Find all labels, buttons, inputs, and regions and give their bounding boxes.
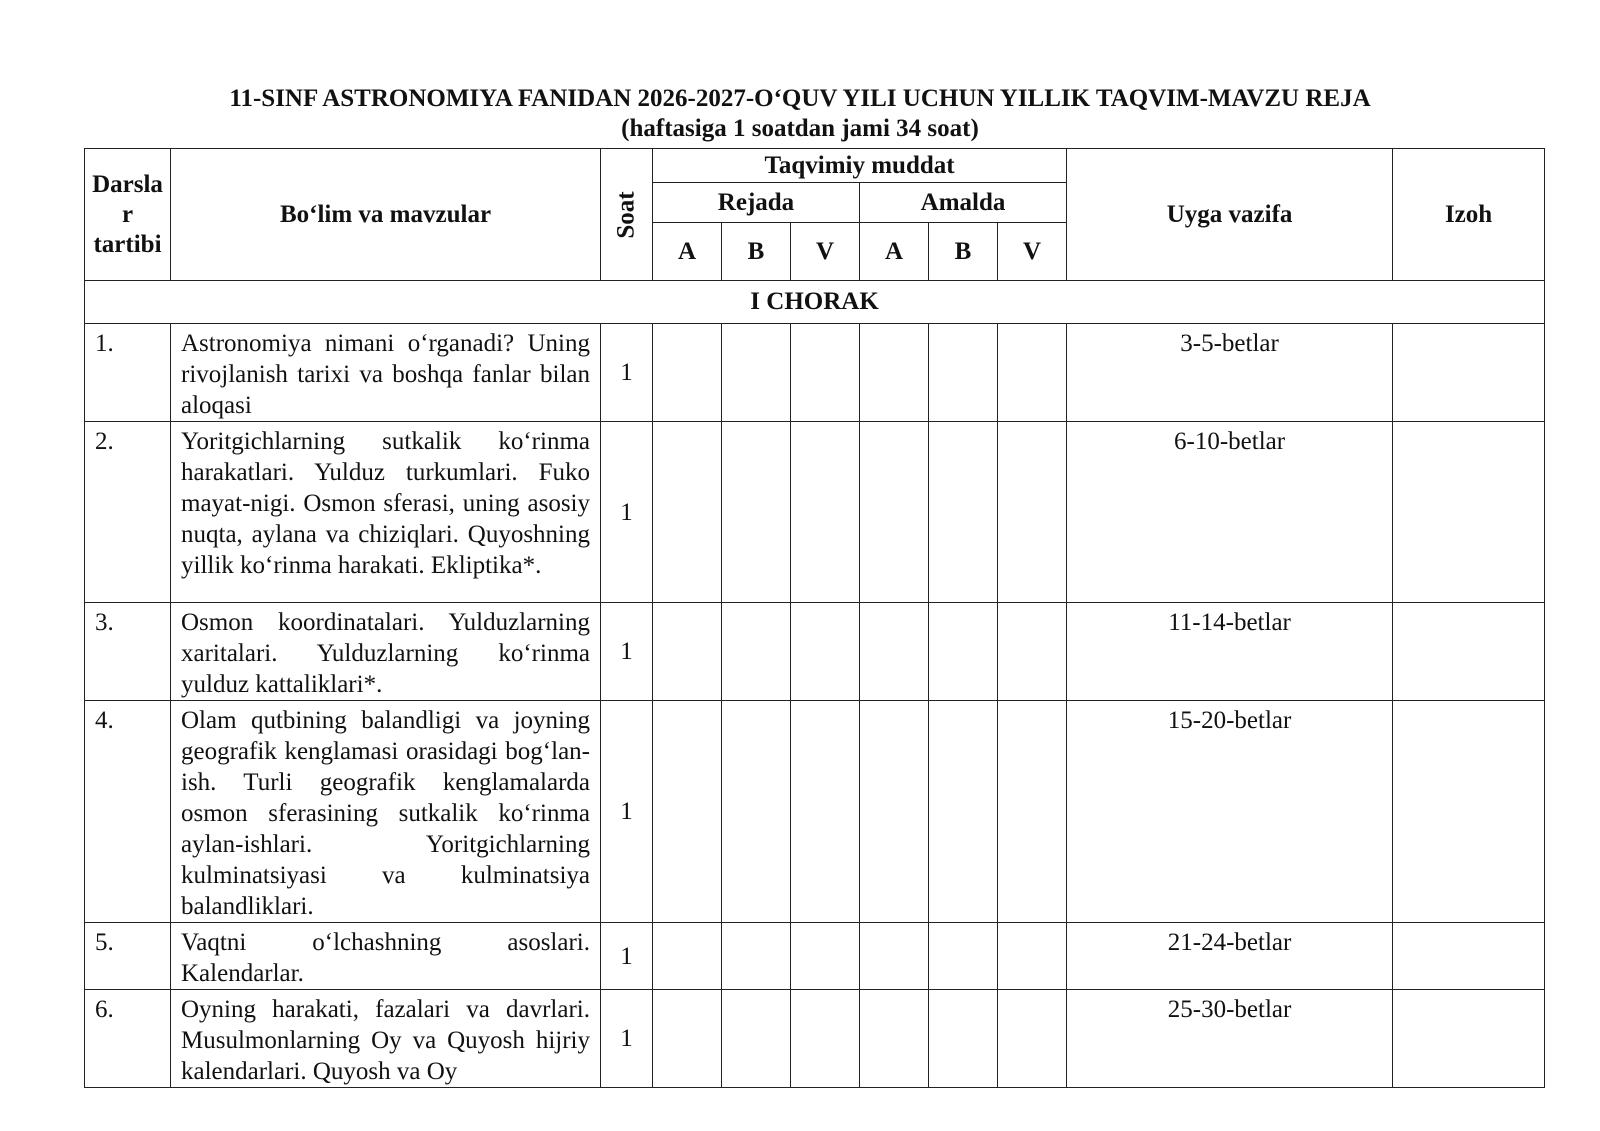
header-actual: Amalda <box>860 183 1067 223</box>
header-sub-a: A <box>860 223 929 281</box>
planned-v-cell <box>791 990 860 1088</box>
homework-cell: 25-30-betlar <box>1067 990 1393 1088</box>
lesson-topic: Osmon koordinatalari. Yulduzlarning xaritalari. Yulduzlarning ko‘rinma yulduz kattaliklari*. <box>171 603 601 701</box>
lesson-number: 5. <box>85 923 171 990</box>
planned-a-cell <box>653 990 722 1088</box>
planned-a-cell <box>653 923 722 990</box>
planned-v-cell <box>791 422 860 603</box>
planned-b-cell <box>722 603 791 701</box>
actual-a-cell <box>860 603 929 701</box>
note-cell <box>1393 324 1545 422</box>
lesson-hours: 1 <box>601 923 653 990</box>
lesson-topic: Vaqtni o‘lchashning asoslari. Kalendarlar. <box>171 923 601 990</box>
actual-b-cell <box>929 701 998 923</box>
lesson-hours: 1 <box>601 324 653 422</box>
header-sub-v: V <box>791 223 860 281</box>
header-note: Izoh <box>1393 149 1545 281</box>
table-row <box>85 701 1545 923</box>
quarter-label: I CHORAK <box>85 281 1545 324</box>
homework-cell: 11-14-betlar <box>1067 603 1393 701</box>
title-line-2: (haftasiga 1 soatdan jami 34 soat) <box>621 115 979 142</box>
planned-v-cell <box>791 603 860 701</box>
lesson-topic: Olam qutbining balandligi va joyning geografik kenglamasi orasidagi bog‘lan-ish. Turli geografik kenglamalarda osmon sferasining sutkalik ko‘rinma aylan-ishlari. Yoritgichlarning kulminatsiyasi va kulminatsiya balandliklari. <box>171 701 601 923</box>
actual-v-cell <box>998 923 1067 990</box>
lesson-hours: 1 <box>601 603 653 701</box>
actual-b-cell <box>929 923 998 990</box>
planned-v-cell <box>791 324 860 422</box>
planned-a-cell <box>653 701 722 923</box>
header-sub-a: A <box>653 223 722 281</box>
note-cell <box>1393 422 1545 603</box>
homework-cell: 3-5-betlar <box>1067 324 1393 422</box>
actual-v-cell <box>998 324 1067 422</box>
lesson-topic: Astronomiya nimani o‘rganadi? Uning rivojlanish tarixi va boshqa fanlar bilan aloqasi <box>171 324 601 422</box>
actual-v-cell <box>998 701 1067 923</box>
actual-b-cell <box>929 990 998 1088</box>
planned-a-cell <box>653 324 722 422</box>
title-line-1: 11-SINF ASTRONOMIYA FANIDAN 2026-2027-O‘QUV YILI UCHUN YILLIK TAQVIM-MAVZU REJA <box>229 85 1371 112</box>
note-cell <box>1393 701 1545 923</box>
note-cell <box>1393 603 1545 701</box>
header-sub-v: V <box>998 223 1067 281</box>
header-hours: Soat <box>601 149 653 281</box>
lesson-plan-table <box>84 148 1545 1088</box>
header-homework: Uyga vazifa <box>1067 149 1393 281</box>
homework-cell: 21-24-betlar <box>1067 923 1393 990</box>
header-lesson-order: Darsla r tartibi <box>85 149 171 281</box>
table-row <box>85 990 1545 1088</box>
lesson-number: 4. <box>85 701 171 923</box>
lesson-hours: 1 <box>601 990 653 1088</box>
lesson-topic: Oyning harakati, fazalari va davrlari. Musulmonlarning Oy va Quyosh hijriy kalendarlari. Quyosh va Oy <box>171 990 601 1088</box>
table-row <box>85 603 1545 701</box>
actual-b-cell <box>929 324 998 422</box>
planned-a-cell <box>653 422 722 603</box>
homework-cell: 6-10-betlar <box>1067 422 1393 603</box>
actual-v-cell <box>998 603 1067 701</box>
table-row <box>85 422 1545 603</box>
table-row <box>85 324 1545 422</box>
planned-a-cell <box>653 603 722 701</box>
actual-a-cell <box>860 923 929 990</box>
actual-b-cell <box>929 422 998 603</box>
planned-b-cell <box>722 990 791 1088</box>
planned-b-cell <box>722 923 791 990</box>
header-sub-b: B <box>722 223 791 281</box>
lesson-number: 1. <box>85 324 171 422</box>
note-cell <box>1393 923 1545 990</box>
note-cell <box>1393 990 1545 1088</box>
lesson-topic: Yoritgichlarning sutkalik ko‘rinma harakatlari. Yulduz turkumlari. Fuko mayat-nigi. Osmon sferasi, uning asosiy nuqta, aylana va chiziqlari. Quyoshning yillik ko‘rinma harakati. Ekliptika*. <box>171 422 601 603</box>
header-calendar-period: Taqvimiy muddat <box>653 149 1067 183</box>
planned-v-cell <box>791 701 860 923</box>
lesson-hours: 1 <box>601 422 653 603</box>
lesson-number: 3. <box>85 603 171 701</box>
table-row <box>85 923 1545 990</box>
planned-b-cell <box>722 422 791 603</box>
actual-a-cell <box>860 990 929 1088</box>
planned-b-cell <box>722 324 791 422</box>
lesson-hours: 1 <box>601 701 653 923</box>
actual-a-cell <box>860 324 929 422</box>
actual-v-cell <box>998 422 1067 603</box>
planned-v-cell <box>791 923 860 990</box>
actual-a-cell <box>860 701 929 923</box>
planned-b-cell <box>722 701 791 923</box>
lesson-number: 2. <box>85 422 171 603</box>
document-title <box>0 84 1600 144</box>
header-planned: Rejada <box>653 183 860 223</box>
actual-a-cell <box>860 422 929 603</box>
header-sections-topics: Bo‘lim va mavzular <box>171 149 601 281</box>
actual-b-cell <box>929 603 998 701</box>
homework-cell: 15-20-betlar <box>1067 701 1393 923</box>
header-sub-b: B <box>929 223 998 281</box>
actual-v-cell <box>998 990 1067 1088</box>
lesson-number: 6. <box>85 990 171 1088</box>
